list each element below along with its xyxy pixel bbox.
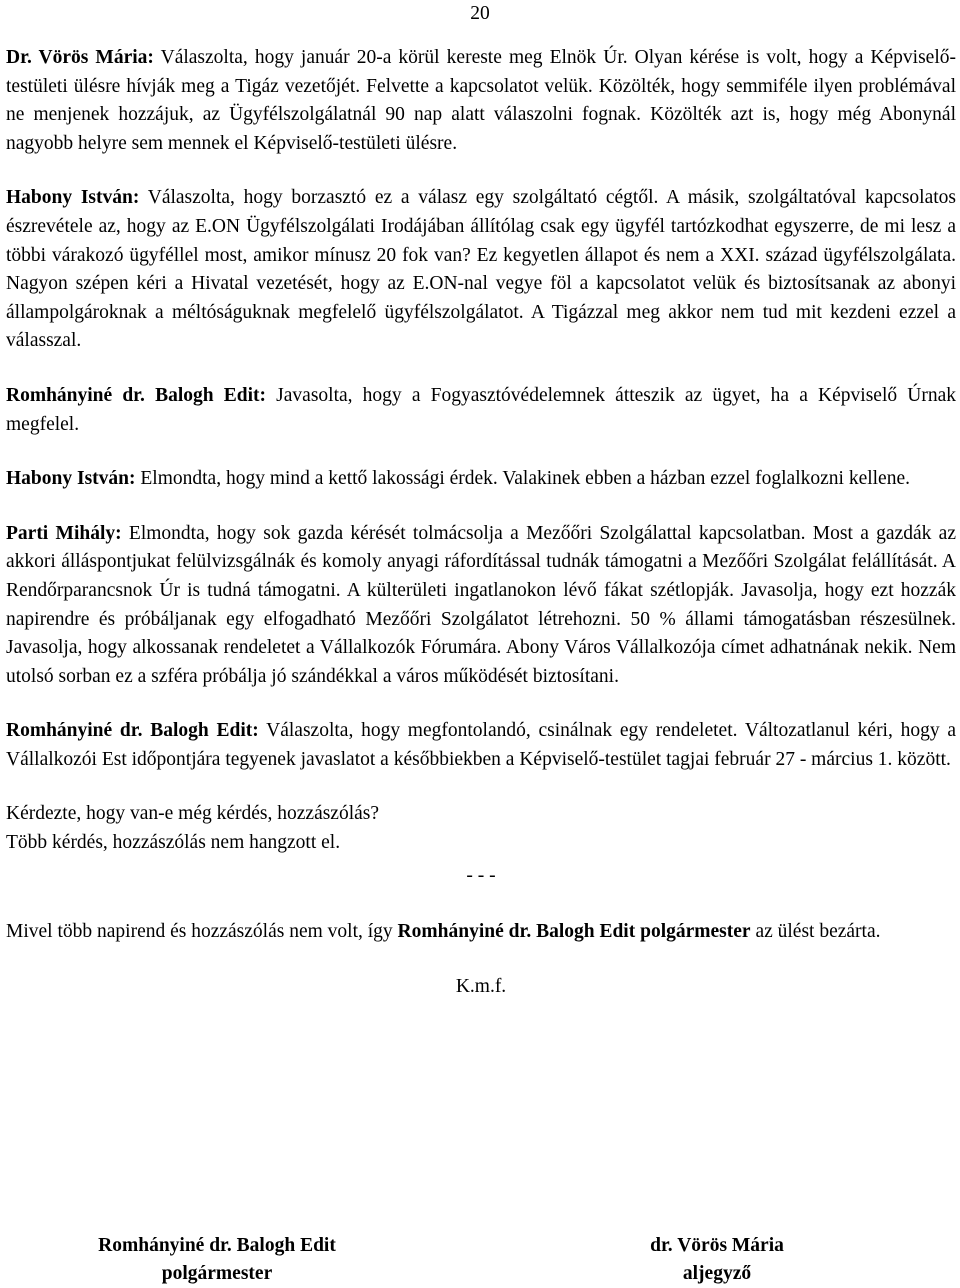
paragraph-voros-1	[6, 44, 956, 158]
speaker-name: Habony István:	[6, 468, 136, 490]
speaker-name: Romhányiné dr. Balogh Edit:	[6, 384, 267, 406]
closing-paragraph	[6, 918, 956, 947]
speaker-name: Habony István:	[6, 187, 140, 209]
kmf-label: K.m.f.	[455, 975, 507, 997]
paragraph-text: Válaszolta, hogy megfontolandó, csinálnak egy rendeletet. Változatlanul kéri, hogy a Vállalkozói Est időpontjára tegyenek javaslatot a későbbiekben a Képviselő-testület tagjai február 27 - március 1. között.	[6, 720, 956, 770]
signature-name: Romhányiné dr. Balogh Edit	[98, 1235, 336, 1256]
paragraph-text: Elmondta, hogy mind a kettő lakossági érdek. Valakinek ebben a házban ezzel foglalkozni kellene.	[135, 468, 910, 490]
document-body	[6, 44, 956, 1001]
separator: - - -	[466, 864, 496, 886]
signature-title: aljegyző	[682, 1263, 752, 1284]
paragraph-text: Javasolta, hogy a Fogyasztóvédelemnek átteszik az ügyet, ha a Képviselő Úrnak megfelel.	[6, 384, 957, 435]
question-line-1: Kérdezte, hogy van-e még kérdés, hozzászólás?	[6, 803, 380, 825]
signature-deputy-notary	[572, 1232, 862, 1288]
paragraph-parti	[6, 520, 956, 692]
signature-name: dr. Vörös Mária	[650, 1235, 784, 1256]
question-line-2: Több kérdés, hozzászólás nem hangzott el.	[6, 832, 341, 854]
paragraph-romhanyine-1	[6, 382, 956, 439]
page-number: 20	[470, 3, 490, 24]
paragraph-text: Válaszolta, hogy január 20-a körül kereste meg Elnök Úr. Olyan kérése is volt, hogy a Képviselő-testületi ülésre hívják meg a Tigáz vezetőjét. Felvette a kapcsolatot velük. Közölték, hogy semmiféle ilyen problémával ne menjenek hozzájuk, az Ügyfélszolgálatnál 90 nap alatt válaszolni fognak. Közölték azt is, hogy még Abonynál nagyobb helyre sem mennek el Képviselő-testületi ülésre.	[6, 47, 956, 154]
paragraph-text: Válaszolta, hogy borzasztó ez a válasz egy szolgáltató cégtől. A másik, szolgáltatóval kapcsolatos észrevétele az, hogy az E.ON Ügyfélszolgálati Irodájában állítólag csak egy ügyfél tartózkodhat egyszerre, de mi lesz a többi várakozó ügyféllel most, amikor mínusz 20 fok van? Ez kegyetlen állapot és nem a XXI. század ügyfélszolgálata. Nagyon szépen kéri a Hivatal vezetését, hogy az E.ON-nal vegye föl a kapcsolatot velük és biztosítsanak az abonyi állampolgároknak a méltóságuknak megfelelő ügyfélszolgálatot. A Tigázzal meg akkor nem tud mit kezdeni ezzel a válasszal.	[6, 187, 956, 352]
speaker-name: Romhányiné dr. Balogh Edit:	[6, 720, 259, 742]
paragraph-text: Elmondta, hogy sok gazda kérését tolmácsolja a Mezőőri Szolgálattal kapcsolatban. Most a gazdák az akkori álláspontjukat felülvizsgálnák és komoly anyagi ráfordítással tudnák támogatni a Mezőőri Szolgálat felállítását. A Rendőrparancsnok Úr is tudná támogatni. A külterületi ingatlanokon lévő fákat szétlopják. Javasolja, hogy ezt hozzák napirendre és próbáljanak egy elfogadható Mezőőri Szolgálatot létrehozni. 50 % állami támogatásban részesülnek. Javasolja, hogy alkossanak rendeletet a Vállalkozók Fórumára. Abony Város Vállalkozója címet adhatnának nekik. Nem utolsó sorban ez a szféra próbálja jó szándékkal a város működését biztosítani.	[6, 522, 956, 687]
closing-mayor-name: Romhányiné dr. Balogh Edit polgármester	[397, 921, 751, 943]
paragraph-habony-1	[6, 184, 956, 356]
closing-text-before: Mivel több napirend és hozzászólás nem volt, így	[6, 921, 398, 943]
signature-title: polgármester	[161, 1263, 273, 1284]
speaker-name: Dr. Vörös Mária:	[6, 47, 154, 68]
speaker-name: Parti Mihály:	[6, 522, 122, 544]
paragraph-romhanyine-2	[6, 717, 956, 774]
paragraph-habony-2	[6, 465, 956, 494]
closing-text-after: az ülést bezárta.	[750, 921, 881, 943]
signature-mayor	[62, 1232, 372, 1288]
